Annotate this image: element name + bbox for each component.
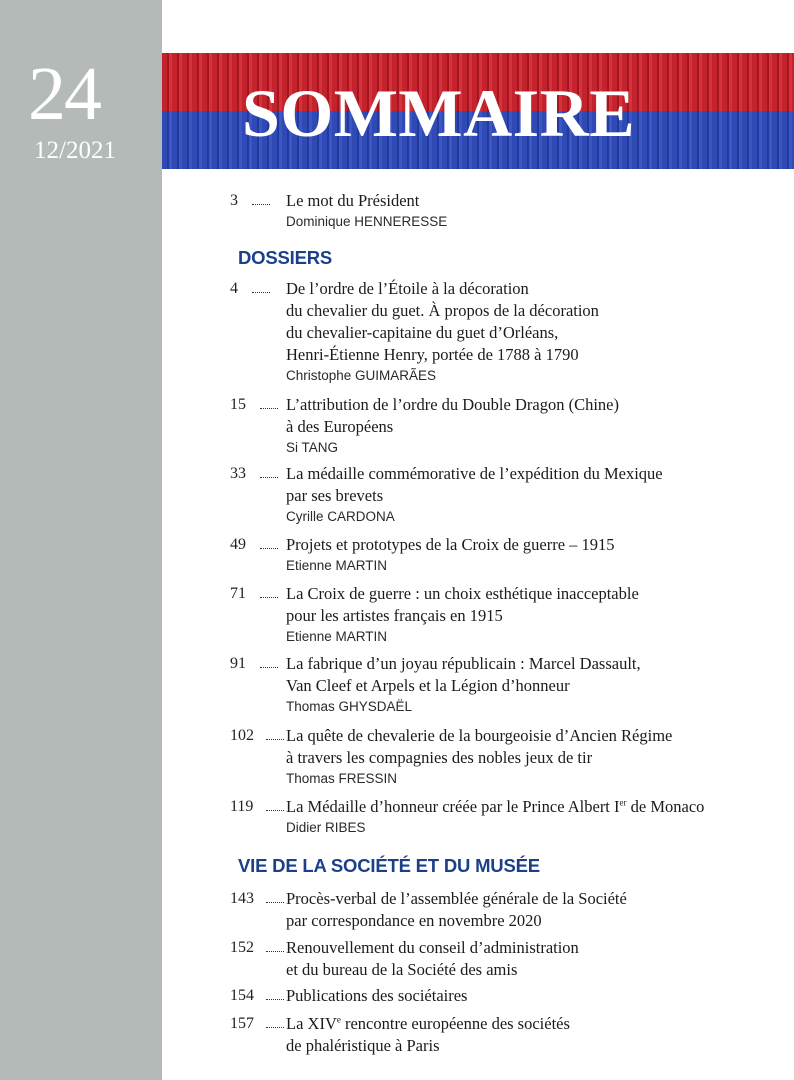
page-number: 154: [230, 987, 254, 1004]
leader-dots: [260, 547, 278, 549]
toc-entry[interactable]: [230, 583, 770, 646]
entry-title-line: du chevalier du guet. À propos de la décoration: [286, 301, 599, 320]
page-title: SOMMAIRE: [242, 75, 636, 151]
entry-title-line: du chevalier-capitaine du guet d’Orléans,: [286, 323, 559, 342]
entry-title-line: Projets et prototypes de la Croix de guerre – 1915: [286, 535, 615, 554]
entry-title-line: Procès-verbal de l’assemblée générale de la Société: [286, 889, 627, 908]
leader-dots: [260, 666, 278, 668]
entry-author: Thomas GHYSDAËL: [286, 699, 413, 714]
entry-author: Didier RIBES: [286, 820, 366, 835]
page-number: 152: [230, 939, 254, 956]
page-number: 143: [230, 890, 254, 907]
entry-title-line: La Croix de guerre : un choix esthétique inacceptable: [286, 584, 639, 603]
section-heading-vie-societe: VIE DE LA SOCIÉTÉ ET DU MUSÉE: [238, 855, 540, 876]
entry-author: Christophe GUIMARÃES: [286, 368, 437, 383]
entry-author: Cyrille CARDONA: [286, 509, 395, 524]
toc-entry[interactable]: [230, 725, 770, 788]
leader-dots: [266, 901, 284, 903]
leader-dots: [252, 203, 270, 205]
page-number: 4: [230, 280, 238, 297]
entry-author: Si TANG: [286, 440, 339, 455]
page-number: 102: [230, 727, 254, 744]
page-number: 49: [230, 536, 246, 553]
entry-title-line: De l’ordre de l’Étoile à la décoration: [286, 279, 529, 298]
section-heading-dossiers: DOSSIERS: [238, 247, 333, 268]
entry-title-line: L’attribution de l’ordre du Double Dragon (Chine): [286, 395, 619, 414]
issue-number: 24: [28, 52, 100, 136]
entry-title-line: Van Cleef et Arpels et la Légion d’honneur: [286, 676, 570, 695]
entry-author: Etienne MARTIN: [286, 558, 388, 573]
entry-title-line: La Médaille d’honneur créée par le Prince Albert Ier de Monaco: [286, 797, 705, 816]
toc-entry[interactable]: [230, 1013, 770, 1057]
toc-entry[interactable]: [230, 463, 770, 526]
toc-entry[interactable]: [230, 937, 770, 981]
entry-title-line: La XIVe rencontre européenne des sociétés: [286, 1014, 570, 1033]
entry-title-line: La quête de chevalerie de la bourgeoisie d’Ancien Régime: [286, 726, 673, 745]
entry-title-line: pour les artistes français en 1915: [286, 606, 503, 625]
entry-title-line: de phaléristique à Paris: [286, 1036, 440, 1055]
entry-author: Dominique HENNERESSE: [286, 214, 448, 229]
entry-author: Thomas FRESSIN: [286, 771, 398, 786]
page-number: 157: [230, 1015, 254, 1032]
entry-title-line: et du bureau de la Société des amis: [286, 960, 518, 979]
leader-dots: [266, 1026, 284, 1028]
toc-entry[interactable]: [230, 888, 770, 932]
toc-entry-president[interactable]: [230, 190, 770, 231]
toc-entry[interactable]: [230, 653, 770, 716]
leader-dots: [266, 998, 284, 1000]
page-number: 119: [230, 798, 254, 815]
leader-dots: [252, 291, 270, 293]
leader-dots: [260, 596, 278, 598]
issue-date: 12/2021: [34, 137, 116, 164]
page-number: 71: [230, 585, 246, 602]
page-number: 3: [230, 192, 238, 209]
entry-title-line: à travers les compagnies des nobles jeux de tir: [286, 748, 593, 767]
entry-title-line: par correspondance en novembre 2020: [286, 911, 542, 930]
leader-dots: [260, 407, 278, 409]
entry-title-line: Publications des sociétaires: [286, 986, 468, 1005]
page-number: 15: [230, 396, 246, 413]
toc-entry[interactable]: [230, 278, 770, 385]
title-banner: [162, 53, 794, 169]
toc-entry[interactable]: [230, 796, 770, 837]
leader-dots: [266, 738, 284, 740]
leader-dots: [266, 809, 284, 811]
entry-author: Etienne MARTIN: [286, 629, 388, 644]
entry-title-line: La médaille commémorative de l’expédition du Mexique: [286, 464, 663, 483]
entry-title-line: par ses brevets: [286, 486, 384, 505]
toc-entry[interactable]: [230, 985, 770, 1007]
entry-title-line: à des Européens: [286, 417, 394, 436]
entry-title-line: Renouvellement du conseil d’administration: [286, 938, 579, 957]
entry-title: Le mot du Président: [286, 191, 420, 210]
sidebar: [0, 0, 162, 1080]
page-number: 33: [230, 465, 246, 482]
entry-title-line: La fabrique d’un joyau républicain : Marcel Dassault,: [286, 654, 641, 673]
leader-dots: [266, 950, 284, 952]
page-number: 91: [230, 655, 246, 672]
toc-entry[interactable]: [230, 534, 770, 575]
entry-title-line: Henri-Étienne Henry, portée de 1788 à 1790: [286, 345, 579, 364]
leader-dots: [260, 476, 278, 478]
toc-entry[interactable]: [230, 394, 770, 457]
